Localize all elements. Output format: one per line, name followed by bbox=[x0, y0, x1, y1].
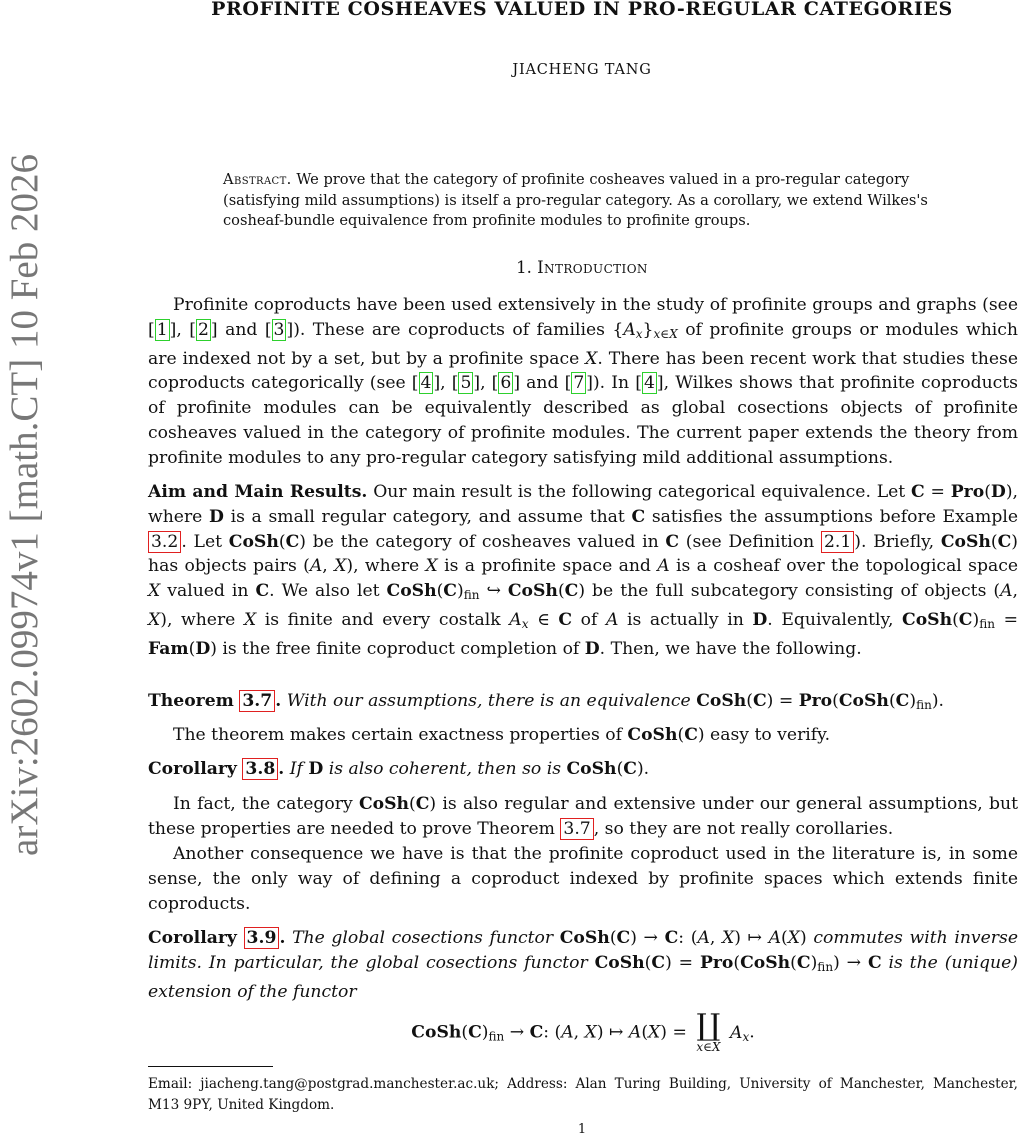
abstract-label: Abstract. bbox=[223, 171, 292, 188]
citation-link[interactable]: 1 bbox=[156, 319, 168, 340]
citation-link[interactable]: 3 bbox=[273, 319, 285, 340]
aim-paragraph: Aim and Main Results. Our main result is the following categorical equivalence. Let C = Pro(D), where D is a small regular category, and assume that C satisfies the assumptions before Example 3.2 . Let CoSh(C) be the category of cosheaves valued in C (see Definition 2.1 ). Briefly, CoSh(C) has objects pairs (A, X), where X is a profinite space and A is a cosheaf over the topological space X valued in C. We also let $CoSh(C)_{fin}$ ↪ CoSh(C) be the full subcategory consisting of objects (A, X), where X is finite and every costalk $A_x$ ∈ C of A is actually in D. Equivalently, $CoSh(C)_{fin} = Fam(D)$ is the free finite coproduct completion of D. Then, we have the following. bbox=[148, 482, 1018, 659]
intro-paragraph: Profinite coproducts have been used extensively in the study of profinite groups and graphs (see [ 1 ], [ 2 ] and [ 3 ]). These are coproducts of families $\{A_x\}_{x\in X}$ of profinite groups or modules which are indexed not by a set, but by a profinite space X. There has been recent work that studies these coproducts categorically (see [ 4 ], [ 5 ], [ 6 ] and [ 7 ]). In [ 4 ], Wilkes shows that profinite coproducts of profinite modules can be equivalently described as global cosections objects of profinite cosheaves valued in the category of profinite modules. The current paper extends the theory from profinite modules to any pro-regular category satisfying mild additional assumptions. bbox=[148, 295, 1018, 468]
abstract-text: We prove that the category of profinite cosheaves valued in a pro-regular category (satisfying mild assumptions) is itself a pro-regular category. As a corollary, we extend Wilkes's cosheaf-bundle equivalence from profinite modules to profinite groups. bbox=[223, 171, 928, 229]
theorem-statement: Theorem 3.7 . With our assumptions, there is an equivalence CoSh(C) = $Pro(CoSh(C)_{fin})$. bbox=[148, 691, 945, 712]
corollary-3-8: Corollary 3.8 . If D is also coherent, then so is CoSh(C). bbox=[148, 759, 650, 779]
another-paragraph: Another consequence we have is that the profinite coproduct used in the literature is, in some sense, the only way of defining a coproduct indexed by profinite spaces which extends finite coproducts. bbox=[148, 844, 1018, 914]
section-title: Introduction bbox=[537, 258, 648, 277]
ref-link[interactable]: 3.7 bbox=[239, 690, 275, 712]
ref-link[interactable]: 3.2 bbox=[148, 531, 181, 553]
citation-link[interactable]: 2 bbox=[197, 319, 209, 340]
ref-link[interactable]: 3.7 bbox=[560, 818, 593, 840]
ref-link[interactable]: 3.9 bbox=[244, 927, 280, 949]
section-heading: 1. Introduction bbox=[516, 258, 648, 277]
page-number: 1 bbox=[577, 1122, 587, 1137]
citation-link[interactable]: 6 bbox=[500, 373, 512, 394]
theorem-label: Theorem bbox=[148, 691, 234, 711]
aim-heading: Aim and Main Results. bbox=[148, 482, 368, 502]
display-equation: $CoSh(C)_{fin} \to C$: (A, X) ↦ A(X) = ∐ x∈X $A_x$. bbox=[411, 1008, 755, 1054]
arxiv-stamp: arXiv:2602.09974v1 [math.CT] 10 Feb 2026 bbox=[3, 154, 46, 856]
corollary-3-9: Corollary 3.9 . The global cosections functor CoSh(C) → C: (A, X) ↦ A(X) commutes with inverse limits. In particular, the global cosections functor CoSh(C) = $Pro(CoSh(C)_{fin}) \to C$ is the (unique) extension of the functor bbox=[148, 928, 1018, 1002]
ref-link[interactable]: 3.8 bbox=[242, 758, 278, 780]
paper-title: PROFINITE COSHEAVES VALUED IN PRO-REGULAR CATEGORIES bbox=[211, 0, 953, 20]
citation-link[interactable]: 5 bbox=[460, 373, 472, 394]
ref-link[interactable]: 2.1 bbox=[821, 531, 854, 553]
author-name: JIACHENG TANG bbox=[512, 62, 652, 78]
coproduct-symbol: ∐ x∈X bbox=[696, 1008, 721, 1054]
footnote: Email: jiacheng.tang@postgrad.manchester.ac.uk; Address: Alan Turing Building, University of Manchester, Manchester, M13 9PY, United Kingdom. bbox=[148, 1076, 1018, 1113]
citation-link[interactable]: 4 bbox=[420, 373, 432, 394]
abstract bbox=[223, 170, 953, 232]
fact-paragraph: In fact, the category CoSh(C) is also regular and extensive under our general assumptions, but these properties are needed to prove Theorem 3.7 , so they are not really corollaries. bbox=[148, 794, 1018, 839]
theorem-remark: The theorem makes certain exactness properties of CoSh(C) easy to verify. bbox=[173, 725, 831, 745]
citation-link[interactable]: 7 bbox=[573, 373, 585, 394]
citation-link[interactable]: 4 bbox=[643, 373, 655, 394]
footnote-rule bbox=[148, 1066, 273, 1067]
